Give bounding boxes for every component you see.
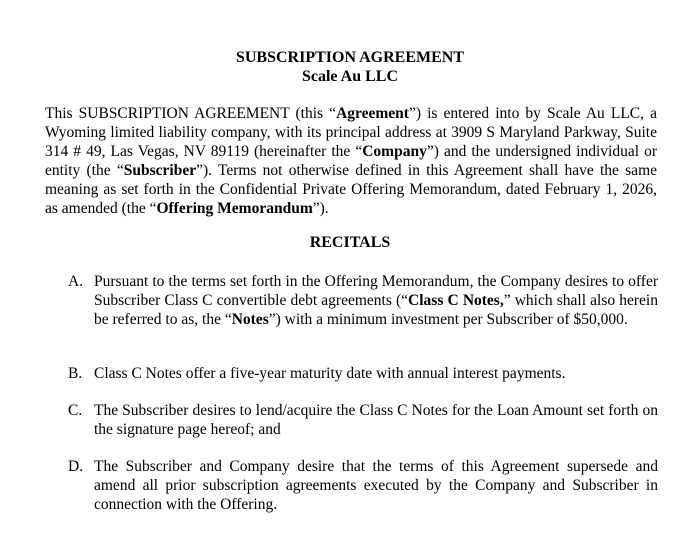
document-title: SUBSCRIPTION AGREEMENT [235, 49, 465, 66]
intro-text-5: ”). [312, 200, 329, 217]
defined-term-subscriber: Subscriber [123, 162, 197, 179]
defined-term-class-c-notes: Class C Notes, [408, 292, 504, 309]
recital-text: The Subscriber and Company desire that the terms of this Agreement supersede and amend all prior subscription agreements executed by the Company and Subscriber in connection with the Offering. [94, 458, 658, 513]
company-name: Scale Au LLC [301, 68, 398, 85]
recital-item-b [68, 364, 658, 383]
recital-text [94, 272, 658, 329]
recital-letter: D. [68, 458, 84, 475]
intro-text-4: ”). Terms not otherwise defined in this Agreement shall have the same meaning as set forth in the Confidential Private Offering Memorandum, dated February 1, 2026, as amended (the “ [45, 162, 658, 217]
recital-a-text-3: ”) with a minimum investment per Subscriber of $50,000. [268, 311, 628, 328]
defined-term-notes: Notes [231, 311, 269, 328]
recital-a-text-1: Pursuant to the terms set forth in the Offering Memorandum, the Company desires to offer Subscriber Class C convertible debt agreements (“ [94, 273, 658, 309]
defined-term-agreement: Agreement [336, 105, 409, 122]
recital-letter: B. [68, 365, 83, 382]
intro-text-2: ”) is entered into by Scale Au LLC, a Wyoming limited liability company, with its principal address at 3909 S Maryland Parkway, Suite 314 # 49, Las Vegas, NV 89119 (hereinafter the “ [45, 105, 657, 160]
recital-item-c [68, 401, 658, 439]
recital-a-text-2: ” which shall also herein be referred to as, the “ [94, 292, 658, 328]
defined-term-company: Company [362, 143, 427, 160]
recital-text: Class C Notes offer a five-year maturity date with annual interest payments. [94, 365, 566, 382]
recital-letter: A. [68, 273, 84, 290]
recital-item-a [68, 272, 658, 329]
intro-text-1: This SUBSCRIPTION AGREEMENT (this “ [45, 105, 337, 122]
intro-paragraph [45, 104, 657, 218]
intro-text-3: ”) and the undersigned individual or entity (the “ [45, 143, 657, 179]
recitals-heading: RECITALS [309, 234, 391, 251]
recital-item-d [68, 457, 658, 514]
recital-text: The Subscriber desires to lend/acquire the Class C Notes for the Loan Amount set forth on the signature page hereof; and [94, 402, 658, 438]
recital-letter: C. [68, 402, 83, 419]
defined-term-offering-memorandum: Offering Memorandum [156, 200, 313, 217]
